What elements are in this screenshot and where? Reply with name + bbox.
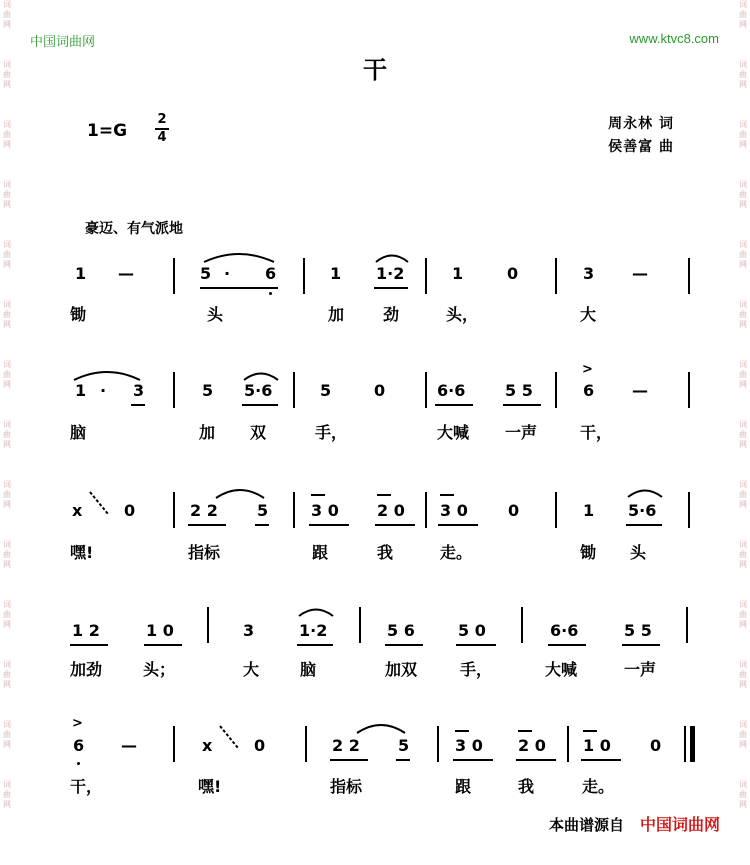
watermark-char: 词: [739, 660, 747, 669]
watermark-char: 网: [739, 20, 747, 29]
overline: [455, 730, 469, 732]
barline: [293, 492, 295, 528]
note: 1: [75, 264, 87, 283]
watermark-char: 词: [3, 0, 11, 9]
barline: [555, 492, 557, 528]
watermark-char: 网: [739, 560, 747, 569]
watermark-char: 曲: [3, 310, 11, 319]
watermark-char: 曲: [3, 10, 11, 19]
tempo-marking: 豪迈、有气派地: [85, 221, 183, 237]
time-sig-bottom: 4: [157, 130, 167, 145]
underline: [385, 644, 423, 646]
score-system-3: [0, 486, 750, 596]
watermark-char: 词: [3, 780, 11, 789]
note: 1·2: [376, 264, 405, 283]
lyric: 加劲: [70, 660, 103, 679]
accent: >: [72, 716, 83, 731]
composer-credit: 侯善富 曲: [608, 139, 674, 155]
lyric: 干，: [580, 423, 613, 442]
barline: [688, 492, 690, 528]
underline: [144, 644, 182, 646]
barline: [305, 726, 307, 762]
underline: [622, 644, 660, 646]
watermark-char: 网: [3, 260, 11, 269]
watermark-char: 曲: [3, 250, 11, 259]
watermark-char: 曲: [3, 190, 11, 199]
watermark-char: 网: [739, 200, 747, 209]
watermark-char: 网: [739, 440, 747, 449]
score-system-4: [0, 605, 750, 715]
note: 3 0: [311, 501, 339, 520]
lyric: 走。: [582, 777, 615, 796]
barline: [684, 726, 686, 762]
overline: [583, 730, 597, 732]
note: ·: [224, 264, 231, 283]
barline: [555, 258, 557, 294]
underline: [503, 404, 541, 406]
lyric: 脑: [70, 423, 87, 442]
watermark-char: 词: [3, 660, 11, 669]
watermark-char: 词: [739, 540, 747, 549]
note: —: [632, 264, 648, 283]
accent: >: [582, 362, 593, 377]
watermark-char: 曲: [739, 610, 747, 619]
lyric: 大喊: [437, 423, 470, 442]
watermark-char: 词: [739, 240, 747, 249]
note: 5: [202, 381, 214, 400]
underline: [438, 524, 478, 526]
watermark-char: 曲: [3, 730, 11, 739]
note: 1: [452, 264, 464, 283]
note: 5: [398, 736, 410, 755]
lyric: 跟: [312, 543, 329, 562]
watermark-char: 词: [3, 540, 11, 549]
note: ·: [100, 381, 107, 400]
watermark-char: 曲: [739, 670, 747, 679]
score-system-2: [0, 362, 750, 478]
underline: [374, 287, 408, 289]
watermark-char: 网: [3, 140, 11, 149]
octave-dot: [77, 762, 80, 765]
watermark-char: 网: [3, 740, 11, 749]
watermark-char: 词: [3, 420, 11, 429]
note: 6·6: [550, 621, 579, 640]
watermark-char: 词: [739, 360, 747, 369]
watermark-char: 词: [3, 360, 11, 369]
song-title: 干: [363, 56, 387, 84]
lyric: 加: [199, 423, 216, 442]
lyric: 大: [243, 660, 260, 679]
underline: [188, 524, 226, 526]
watermark-char: 词: [739, 780, 747, 789]
lyric: 劲: [383, 305, 400, 324]
watermark-char: 曲: [739, 10, 747, 19]
note: 3: [583, 264, 595, 283]
note: 5: [257, 501, 269, 520]
note: 5 5: [505, 381, 533, 400]
note: 0: [508, 501, 520, 520]
note: 1: [583, 501, 595, 520]
note: 6: [583, 381, 595, 400]
site-url[interactable]: www.ktvc8.com: [629, 31, 719, 46]
note: 1 2: [72, 621, 100, 640]
barline: [173, 492, 175, 528]
watermark-char: 网: [3, 380, 11, 389]
note: —: [118, 264, 134, 283]
note: 1 0: [583, 736, 611, 755]
watermark-char: 曲: [739, 790, 747, 799]
watermark-char: 词: [3, 300, 11, 309]
lyric: 双: [250, 423, 267, 442]
lyric: 跟: [455, 777, 472, 796]
barline: [173, 372, 175, 408]
barline: [173, 726, 175, 762]
note: x: [202, 736, 213, 755]
underline: [309, 524, 349, 526]
underline: [548, 644, 586, 646]
barline: [688, 372, 690, 408]
watermark-char: 词: [739, 480, 747, 489]
watermark-char: 网: [3, 440, 11, 449]
watermark-char: 网: [3, 800, 11, 809]
watermark-char: 网: [739, 320, 747, 329]
note: 5 6: [387, 621, 415, 640]
watermark-char: 曲: [739, 190, 747, 199]
lyric: 头；: [143, 660, 176, 679]
watermark-char: 网: [3, 20, 11, 29]
watermark-char: 曲: [3, 610, 11, 619]
underline: [255, 524, 269, 526]
note: —: [632, 381, 648, 400]
barline: [293, 372, 295, 408]
watermark-char: 曲: [739, 310, 747, 319]
underline: [516, 759, 556, 761]
watermark-char: 网: [739, 620, 747, 629]
overline: [440, 494, 454, 496]
note: 5: [200, 264, 212, 283]
watermark-char: 网: [739, 140, 747, 149]
note: 0: [650, 736, 662, 755]
lyric: 加: [328, 305, 345, 324]
lyric: 手，: [460, 660, 493, 679]
barline: [686, 607, 688, 643]
underline: [70, 644, 108, 646]
underline: [131, 404, 145, 406]
final-barline: [690, 726, 695, 762]
slur: [72, 368, 142, 382]
note: 0: [124, 501, 136, 520]
watermark-char: 网: [3, 680, 11, 689]
underline: [456, 644, 496, 646]
note: 5: [320, 381, 332, 400]
watermark-char: 词: [739, 420, 747, 429]
note: 2 2: [332, 736, 360, 755]
watermark-char: 词: [739, 120, 747, 129]
lyric: 一声: [624, 660, 657, 679]
note: 0: [507, 264, 519, 283]
watermark-char: 曲: [739, 250, 747, 259]
watermark-char: 曲: [3, 670, 11, 679]
watermark-char: 词: [739, 60, 747, 69]
watermark-char: 网: [739, 740, 747, 749]
watermark-char: 曲: [739, 430, 747, 439]
watermark-char: 曲: [739, 550, 747, 559]
note: 5 5: [624, 621, 652, 640]
watermark-char: 网: [739, 260, 747, 269]
watermark-char: 词: [3, 480, 11, 489]
watermark-char: 曲: [3, 790, 11, 799]
overline: [311, 494, 325, 496]
underline: [375, 524, 415, 526]
note: 6: [265, 264, 277, 283]
watermark-char: 曲: [739, 730, 747, 739]
note: 6·6: [437, 381, 466, 400]
watermark-char: 曲: [3, 370, 11, 379]
note: 5·6: [628, 501, 657, 520]
watermark-char: 网: [3, 320, 11, 329]
barline: [437, 726, 439, 762]
watermark-char: 词: [3, 600, 11, 609]
note: 5·6: [244, 381, 273, 400]
watermark-char: 曲: [3, 70, 11, 79]
watermark-char: 网: [739, 680, 747, 689]
note: 6: [73, 736, 85, 755]
watermark-char: 网: [3, 200, 11, 209]
source-footer: [549, 812, 720, 835]
underline: [297, 644, 333, 646]
site-name[interactable]: 中国词曲网: [30, 35, 96, 50]
watermark-char: 词: [3, 120, 11, 129]
lyric: 我: [518, 777, 535, 796]
footer-brand-link[interactable]: 中国词曲网: [639, 815, 720, 834]
lyric: 干，: [70, 777, 103, 796]
watermark-char: 网: [739, 800, 747, 809]
lyric: 锄: [70, 305, 87, 324]
watermark-char: 网: [3, 620, 11, 629]
lyric: 加双: [385, 660, 418, 679]
note: 5 0: [458, 621, 486, 640]
octave-dot: [269, 292, 272, 295]
watermark-char: 词: [3, 240, 11, 249]
time-sig-top: 2: [155, 112, 169, 130]
watermark-char: 词: [739, 300, 747, 309]
slur: [374, 252, 410, 264]
underline: [453, 759, 493, 761]
watermark-char: 词: [3, 180, 11, 189]
barline: [303, 258, 305, 294]
slur: [626, 487, 664, 499]
underline: [581, 759, 621, 761]
lyric: 走。: [440, 543, 473, 562]
lyric: 头: [630, 543, 647, 562]
note: 2 2: [190, 501, 218, 520]
lyric: 头，: [446, 305, 479, 324]
note: 1 0: [146, 621, 174, 640]
note: 2 0: [518, 736, 546, 755]
note: 0: [374, 381, 386, 400]
score-system-1: [0, 250, 750, 360]
barline: [567, 726, 569, 762]
lyric: 大喊: [545, 660, 578, 679]
underline: [396, 759, 410, 761]
lyric: 指标: [188, 543, 221, 562]
lyric: 嘿!: [70, 543, 94, 562]
watermark-char: 词: [739, 0, 747, 9]
glissando-mark: [218, 724, 240, 754]
underline: [330, 759, 368, 761]
watermark-char: 网: [739, 500, 747, 509]
watermark-char: 网: [739, 80, 747, 89]
watermark-char: 词: [3, 60, 11, 69]
lyric: 一声: [505, 423, 538, 442]
slur: [242, 370, 280, 382]
watermark-char: 词: [739, 180, 747, 189]
lyric: 指标: [330, 777, 363, 796]
slur: [202, 250, 276, 264]
note: 1: [330, 264, 342, 283]
barline: [688, 258, 690, 294]
note: 3 0: [440, 501, 468, 520]
watermark-char: 词: [739, 600, 747, 609]
note: 0: [254, 736, 266, 755]
overline: [377, 494, 391, 496]
watermark-char: 网: [3, 500, 11, 509]
barline: [425, 372, 427, 408]
note: 2 0: [377, 501, 405, 520]
watermark-char: 网: [3, 80, 11, 89]
note: 1: [75, 381, 87, 400]
barline: [173, 258, 175, 294]
lyric: 头: [207, 305, 224, 324]
underline: [200, 287, 278, 289]
underline: [242, 404, 278, 406]
barline: [425, 492, 427, 528]
barline: [207, 607, 209, 643]
note: 3: [243, 621, 255, 640]
underline: [435, 404, 473, 406]
lyric: 锄: [580, 543, 597, 562]
barline: [359, 607, 361, 643]
underline: [626, 524, 662, 526]
key-signature: 1=G: [87, 121, 128, 141]
source-label: 本曲谱源自: [548, 816, 624, 834]
note: 3 0: [455, 736, 483, 755]
slur: [355, 721, 407, 735]
watermark-char: 网: [739, 380, 747, 389]
time-signature: [155, 112, 169, 146]
lyric: 手，: [315, 423, 348, 442]
note: 3: [133, 381, 145, 400]
slur: [297, 606, 335, 618]
watermark-char: 曲: [3, 130, 11, 139]
watermark-char: 曲: [3, 550, 11, 559]
watermark-char: 曲: [739, 490, 747, 499]
lyric: 我: [377, 543, 394, 562]
glissando-mark: [88, 490, 110, 520]
note: 1·2: [299, 621, 328, 640]
slur: [214, 486, 266, 500]
overline: [518, 730, 532, 732]
watermark-char: 网: [3, 560, 11, 569]
watermark-char: 词: [739, 720, 747, 729]
watermark-char: 曲: [3, 430, 11, 439]
lyric: 脑: [300, 660, 317, 679]
lyric: 大: [580, 305, 597, 324]
note: x: [72, 501, 83, 520]
lyricist-credit: 周永林 词: [608, 116, 674, 132]
watermark-char: 曲: [739, 370, 747, 379]
barline: [521, 607, 523, 643]
watermark-char: 曲: [3, 490, 11, 499]
barline: [425, 258, 427, 294]
watermark-char: 词: [3, 720, 11, 729]
lyric: 嘿!: [198, 777, 222, 796]
watermark-char: 曲: [739, 130, 747, 139]
watermark-char: 曲: [739, 70, 747, 79]
barline: [555, 372, 557, 408]
note: —: [121, 736, 137, 755]
